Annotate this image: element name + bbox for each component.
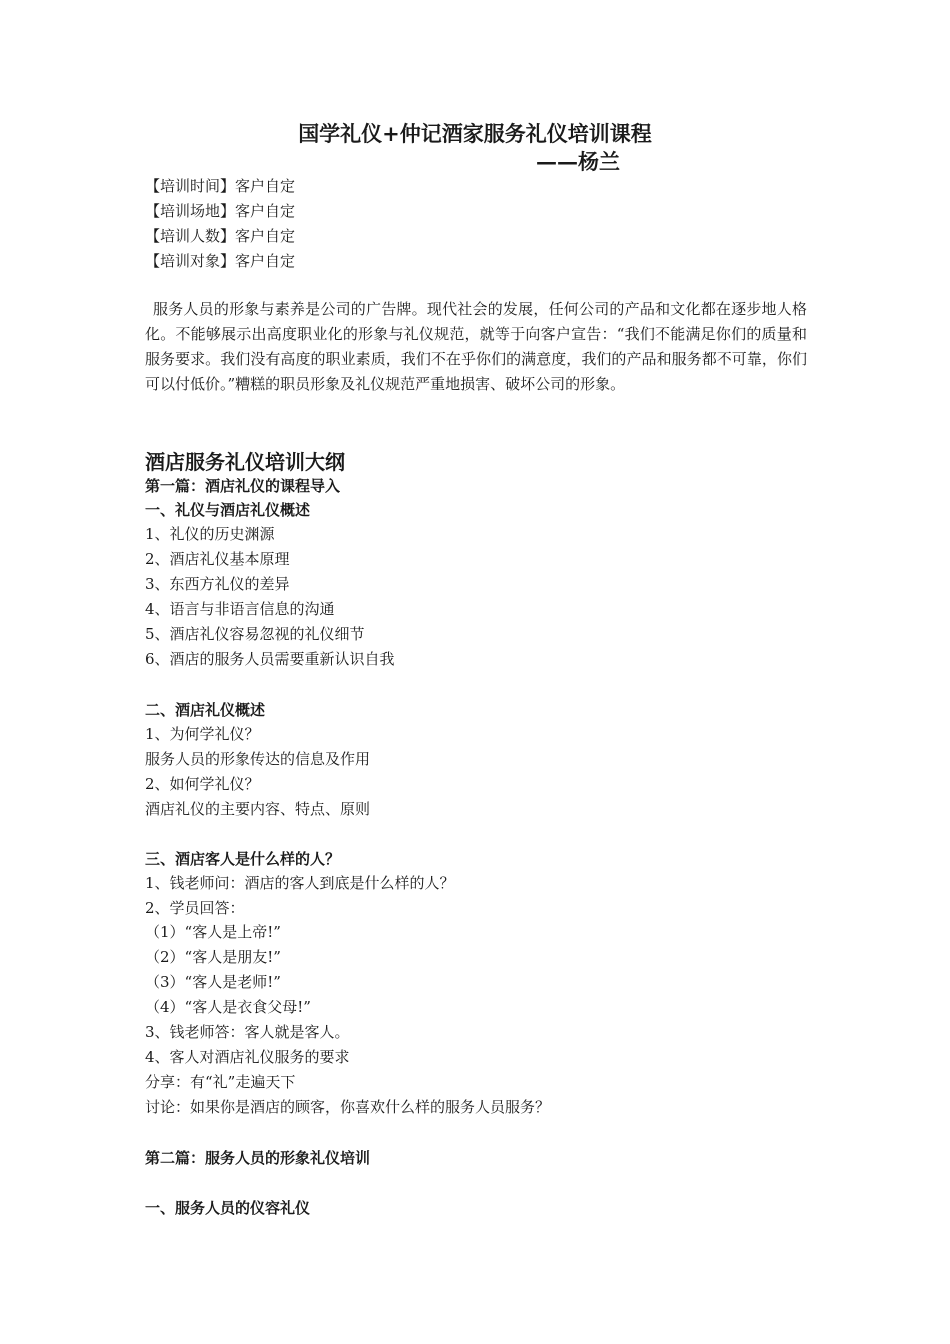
part1-sec1-heading: 一、礼仪与酒店礼仪概述 [145,501,311,519]
list-item: 讨论：如果你是酒店的顾客，你喜欢什么样的服务人员服务？ [145,1098,551,1116]
list-item: 6、酒店的服务人员需要重新认识自我 [145,650,395,668]
part1-heading: 第一篇：酒店礼仪的课程导入 [145,477,341,495]
list-item: 2、如何学礼仪？ [145,775,260,793]
intro-paragraph [145,297,807,397]
list-item: 1、礼仪的历史渊源 [145,525,275,543]
info-line: 【培训场地】客户自定 [145,202,296,220]
list-item: （1）“客人是上帝!” [145,923,281,941]
info-line: 【培训人数】客户自定 [145,227,296,245]
list-item: （3）“客人是老师!” [145,973,281,991]
list-item: 2、学员回答： [145,899,245,917]
list-item: 1、钱老师问：酒店的客人到底是什么样的人？ [145,874,455,892]
list-item: 服务人员的形象传达的信息及作用 [145,750,371,768]
part1-sec3-heading: 三、酒店客人是什么样的人？ [145,850,341,868]
part2-heading: 第二篇：服务人员的形象礼仪培训 [145,1149,371,1167]
list-item: （2）“客人是朋友!” [145,948,281,966]
list-item: 1、为何学礼仪？ [145,725,260,743]
outline-title: 酒店服务礼仪培训大纲 [145,450,345,474]
list-item: （4）“客人是衣食父母!” [145,998,311,1016]
list-item: 4、客人对酒店礼仪服务的要求 [145,1048,350,1066]
list-item: 2、酒店礼仪基本原理 [145,550,290,568]
intro-text: 服务人员的形象与素养是公司的广告牌。现代社会的发展，任何公司的产品和文化都在逐步地人格化。不能够展示出高度职业化的形象与礼仪规范，就等于向客户宣告：“我们不能满足你们的质量和服务要求。我们没有高度的职业素质，我们不在乎你们的满意度，我们的产品和服务都不可靠，你们可以付低价。”糟糕的职员形象及礼仪规范严重地损害、破坏公司的形象。 [145,300,807,393]
part1-sec2-heading: 二、酒店礼仪概述 [145,701,266,719]
document-author: ——杨兰 [536,149,620,174]
list-item: 4、语言与非语言信息的沟通 [145,600,335,618]
list-item: 3、东西方礼仪的差异 [145,575,290,593]
part2-sec1-heading: 一、服务人员的仪容礼仪 [145,1199,311,1217]
list-item: 酒店礼仪的主要内容、特点、原则 [145,800,371,818]
list-item: 3、钱老师答：客人就是客人。 [145,1023,350,1041]
list-item: 5、酒店礼仪容易忽视的礼仪细节 [145,625,365,643]
list-item: 分享：有“礼”走遍天下 [145,1073,296,1091]
document-title: 国学礼仪+仲记酒家服务礼仪培训课程 [298,121,652,146]
info-line: 【培训对象】客户自定 [145,252,296,270]
info-line: 【培训时间】客户自定 [145,177,296,195]
